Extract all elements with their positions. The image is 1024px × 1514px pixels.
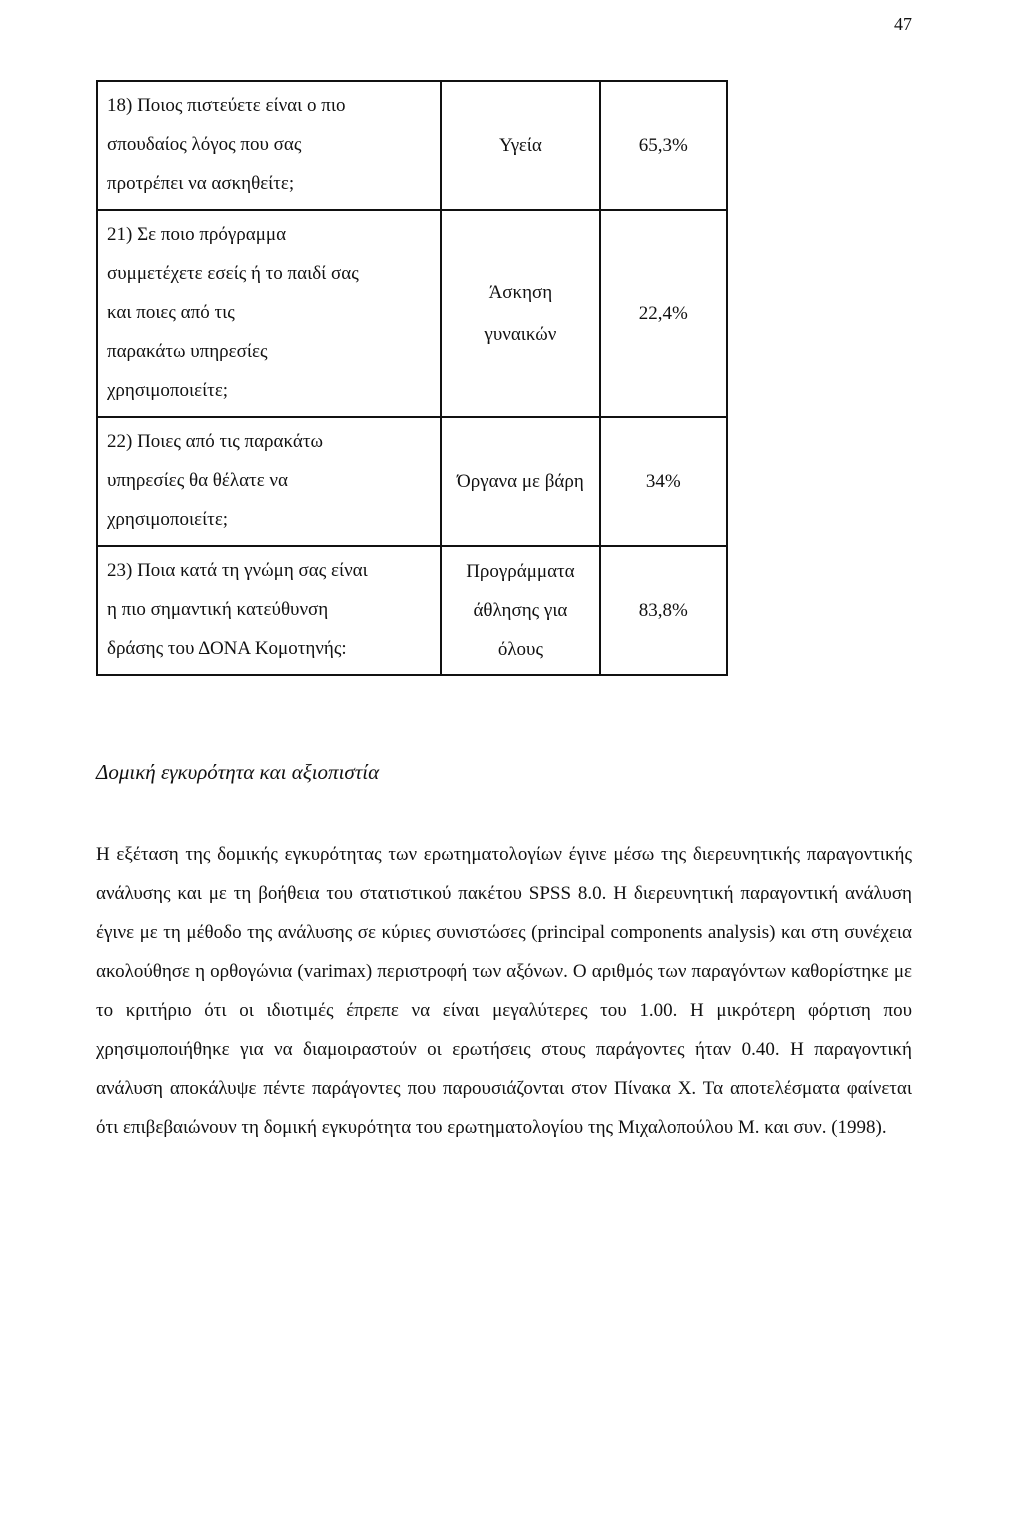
section-heading: Δομική εγκυρότητα και αξιοπιστία — [96, 760, 380, 784]
question-line: προτρέπει να ασκηθείτε; — [107, 173, 295, 194]
table-row — [97, 546, 727, 675]
question-line: δράσης του ΔΟΝΑ Κομοτηνής: — [107, 638, 347, 659]
question-cell — [97, 417, 441, 546]
question-line: και ποιες από τις — [107, 302, 235, 323]
body-paragraph: Η εξέταση της δομικής εγκυρότητας των ερωτηματολογίων έγινε μέσω της διερευνητικής παραγοντικής ανάλυσης και με τη βοήθεια του στατιστικού πακέτου SPSS 8.0. Η διερευνητική παραγοντική ανάλυση έγινε με τη μέθοδο της ανάλυσης σε κύριες συνιστώσες (principal components analysis) και στη συνέχεια ακολούθησε η ορθογώνια (varimax) περιστροφή των αξόνων. Ο αριθμός των παραγόντων καθορίστηκε με το κριτήριο ότι οι ιδιοτιμές έπρεπε να είναι μεγαλύτερες του 1.00. Η μικρότερη φόρτιση που χρησιμοποιήθηκε για να διαμοιραστούν οι ερωτήσεις στους παράγοντες ήταν 0.40. Η παραγοντική ανάλυση αποκάλυψε πέντε παράγοντες που παρουσιάζονται στον Πίνακα Χ. Τα αποτελέσματα φαίνεται ότι επιβεβαιώνουν τη δομική εγκυρότητα του ερωτηματολογίου της Μιχαλοπούλου Μ. και συν. (1998). — [96, 844, 912, 1138]
survey-results-table — [96, 80, 728, 676]
question-cell — [97, 210, 441, 417]
answer-line: γυναικών — [484, 323, 557, 345]
answer-cell — [441, 417, 599, 546]
question-line: συμμετέχετε εσείς ή το παιδί σας — [107, 263, 359, 284]
percent-cell: 83,8% — [600, 546, 727, 675]
answer-line: Άσκηση — [488, 281, 553, 303]
table-row — [97, 417, 727, 546]
table-row — [97, 81, 727, 210]
answer-line: άθλησης για — [473, 600, 568, 621]
question-cell — [97, 546, 441, 675]
answer-line: Υγεία — [498, 135, 542, 156]
table-row — [97, 210, 727, 417]
question-line: 21) Σε ποιο πρόγραμμα — [107, 224, 287, 245]
percent-cell: 34% — [600, 417, 727, 546]
question-line: παρακάτω υπηρεσίες — [107, 341, 268, 362]
answer-cell — [441, 210, 599, 417]
percent-cell: 22,4% — [600, 210, 727, 417]
answer-line: Προγράμματα — [466, 561, 575, 582]
question-line: 18) Ποιος πιστεύετε είναι ο πιο — [107, 95, 346, 116]
answer-line: Όργανα με βάρη — [457, 471, 584, 492]
question-line: χρησιμοποιείτε; — [107, 380, 229, 401]
answer-line: όλους — [497, 639, 543, 660]
question-line: χρησιμοποιείτε; — [107, 509, 229, 530]
question-line: 22) Ποιες από τις παρακάτω — [107, 431, 323, 452]
question-line: σπουδαίος λόγος που σας — [107, 134, 302, 155]
question-line: 23) Ποια κατά τη γνώμη σας είναι — [107, 560, 368, 581]
question-line: η πιο σημαντική κατεύθυνση — [107, 599, 329, 620]
answer-cell — [441, 81, 599, 210]
answer-cell — [441, 546, 599, 675]
percent-cell: 65,3% — [600, 81, 727, 210]
page-number: 47 — [894, 14, 912, 34]
question-line: υπηρεσίες θα θέλατε να — [107, 470, 288, 491]
question-cell — [97, 81, 441, 210]
